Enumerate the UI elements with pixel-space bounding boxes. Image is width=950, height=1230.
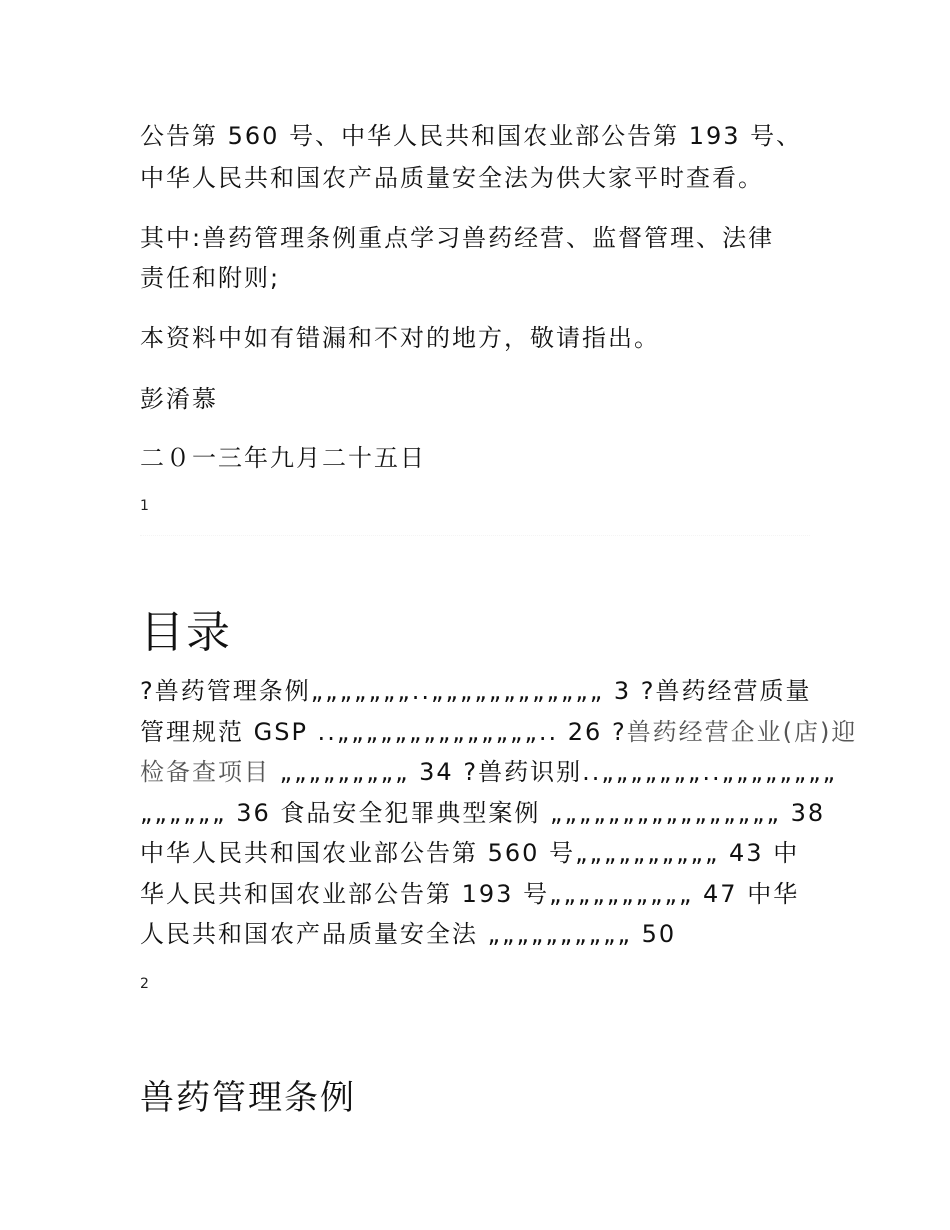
paragraph-line: 本资料中如有错漏和不对的地方，敬请指出。 xyxy=(140,324,660,352)
toc-line xyxy=(140,914,810,955)
toc-text: 中华人民共和国农业部公告第 560 号„„„„„„„„„„ 43 中 xyxy=(140,839,800,867)
toc-text: ?兽药管理条例„„„„„„„..„„„„„„„„„„„„ 3 ?兽药经营质量 xyxy=(140,677,812,705)
paragraph-line: 中华人民共和国农产品质量安全法为供大家平时查看。 xyxy=(140,164,764,192)
toc-text: 华人民共和国农业部公告第 193 号„„„„„„„„„„ 47 中华 xyxy=(140,879,800,908)
toc-text: 管理规范 GSP ..„„„„„„„„„„„„„„.. 26 ? xyxy=(140,717,627,746)
toc-line xyxy=(140,671,810,712)
paragraph-line: 责任和附则; xyxy=(140,264,281,292)
toc-line xyxy=(140,874,810,915)
toc-title: 目录 xyxy=(140,607,232,658)
page-separator xyxy=(140,535,810,540)
toc-link[interactable]: 兽药经营企业(店)迎 xyxy=(626,717,858,746)
paragraph-line: 其中:兽药管理条例重点学习兽药经营、监督管理、法律 xyxy=(140,224,775,252)
toc-line xyxy=(140,752,838,793)
page-number: 1 xyxy=(140,498,149,514)
paragraph-line: 公告第 560 号、中华人民共和国农业部公告第 193 号、 xyxy=(140,122,803,150)
toc-line xyxy=(140,793,826,834)
toc-text: „„„„„„ 36 食品安全犯罪典型案例 „„„„„„„„„„„„„„„„ 38 xyxy=(140,798,826,827)
toc-text: „„„„„„„„„ 34 ?兽药识别..„„„„„„„..„„„„„„„„ xyxy=(270,758,838,786)
author-name: 彭淆慕 xyxy=(140,385,218,413)
section-title: 兽药管理条例 xyxy=(140,1078,356,1118)
toc-line xyxy=(140,712,858,753)
toc-text: 人民共和国农产品质量安全法 „„„„„„„„„„ 50 xyxy=(140,920,677,948)
date-line: 二０一三年九月二十五日 xyxy=(140,444,426,472)
toc-list xyxy=(140,671,858,955)
toc-link[interactable]: 检备查项目 xyxy=(140,758,270,786)
page-number: 2 xyxy=(140,976,149,992)
toc-line xyxy=(140,833,810,874)
